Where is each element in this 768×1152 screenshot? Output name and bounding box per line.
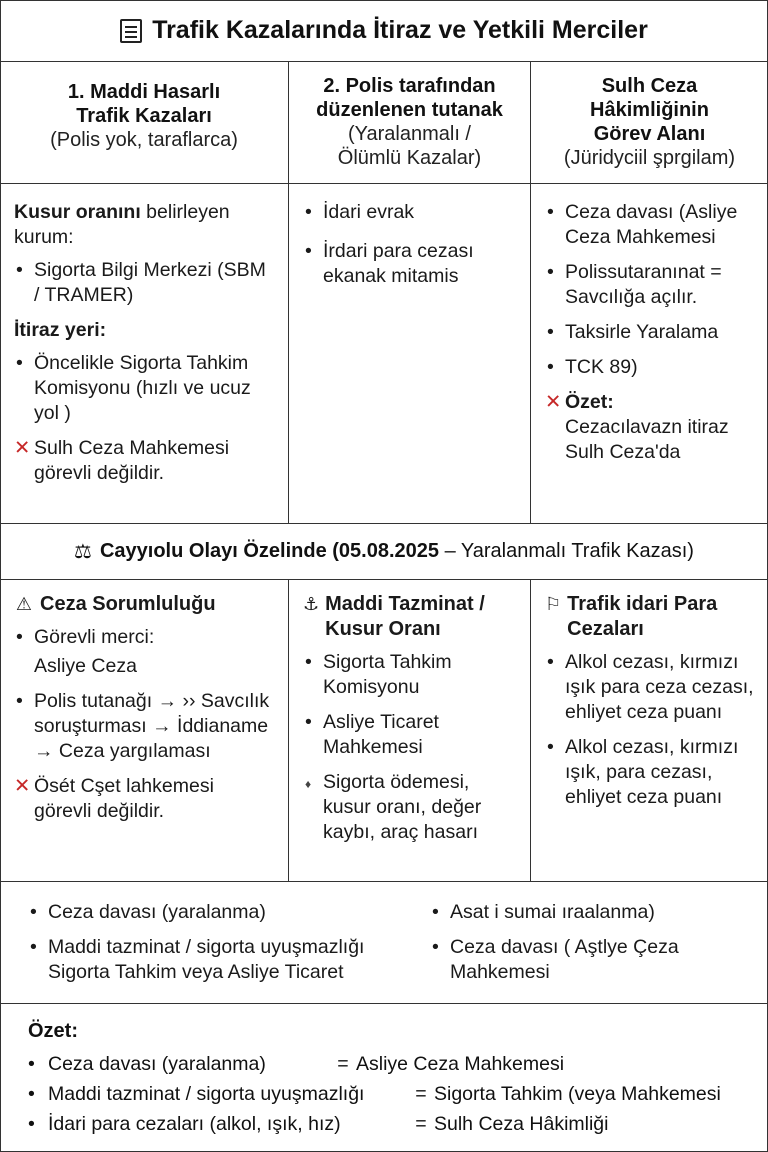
summary-row: • Maddi tazminat / sigorta uyuşmazlığı = Sigorta Tahkim (veya Mahkemesi xyxy=(28,1079,758,1109)
warning-icon: ⚠ xyxy=(15,594,33,614)
col1-label-bold: Kusur oranını xyxy=(14,201,141,223)
list-item: • Polis tutanağı → ›› Savcılık soruşturması → İddianame → Ceza yargılaması xyxy=(14,689,274,764)
summary-key: Maddi tazminat / sigorta uyuşmazlığı xyxy=(48,1083,365,1105)
col1-label-rest: belirleyen kurum: xyxy=(14,201,230,248)
list-item: • İrdari para cezası ekanak mitamis xyxy=(303,239,516,289)
body-col-2 xyxy=(289,184,531,523)
s2-col3-heading-text: Trafik idari Para Cezaları xyxy=(567,593,718,640)
list-item: • İdari evrak xyxy=(303,200,516,225)
list-item: • Maddi tazminat / sigorta uyuşmazlığı Sigorta Tahkim veya Asliye Ticaret xyxy=(28,935,428,985)
scales-icon: ⚖ xyxy=(74,541,92,563)
body-col-1 xyxy=(0,184,289,523)
col1-label-2: İtiraz yeri: xyxy=(14,319,107,341)
page-title xyxy=(0,0,768,62)
list-item: • Ceza davası (Asliye Ceza Mahkemesi xyxy=(545,200,754,250)
section-2-title-bold: Cayyıolu Olayı Özelinde (05.08.2025 xyxy=(99,540,440,562)
summary-title: Özet: xyxy=(28,1020,78,1042)
summary-block xyxy=(28,1020,758,1139)
header-col-3 xyxy=(531,62,768,183)
summary-value: Sulh Ceza Hâkimliği xyxy=(434,1113,609,1135)
col3-summary xyxy=(545,390,754,465)
header-col-2 xyxy=(289,62,531,183)
header-3-sub: (Jüridyciil şprgilam) xyxy=(563,147,736,169)
list-item: • Polissutaranınat = Savcılığa açılır. xyxy=(545,260,754,310)
list-item: • Asat i sumai ıraalanma) xyxy=(430,900,760,925)
header-2-title: 2. Polis tarafından düzenlenen tutanak xyxy=(316,75,503,121)
list-item: • TCK 89) xyxy=(545,355,754,380)
header-3-title: Sulh Ceza Hâkimliğinin Görev Alanı xyxy=(590,75,709,145)
s2-col1-value: Asliye Ceza xyxy=(34,655,137,677)
list-item: • Ceza davası ( Aştlye Çeza Mahkemesi xyxy=(430,935,760,985)
s2-col2-heading xyxy=(303,592,516,642)
list-item: • Alkol cezası, kırmızı ışık, para cezası, ehliyet ceza puanı xyxy=(545,735,754,810)
traffic-icon: ⚐ xyxy=(545,594,562,614)
s2-col1-heading xyxy=(14,592,274,617)
s2-col-3 xyxy=(531,580,768,881)
s2-col1-note-text: Ösét Cşet lahkemesi görevli değildir. xyxy=(34,775,214,822)
list-item: • Alkol cezası, kırmızı ışık para ceza cezası, ehliyet ceza puanı xyxy=(545,650,754,725)
list-item: ♦ Sigorta ödemesi, kusur oranı, değer kaybı, araç hasarı xyxy=(303,770,516,845)
header-col-1 xyxy=(0,62,289,183)
s2-col-1 xyxy=(0,580,289,881)
page-title-text: Trafik Kazalarında İtiraz ve Yetkili Merciler xyxy=(152,16,648,44)
summary-row: • Ceza davası (yaralanma) = Asliye Ceza Mahkemesi xyxy=(28,1049,758,1079)
summary-value: Asliye Ceza Mahkemesi xyxy=(356,1053,565,1075)
list-item: • Taksirle Yaralama xyxy=(545,320,754,345)
summary-value: Sigorta Tahkim (veya Mahkemesi xyxy=(434,1083,721,1105)
s2-col1-note xyxy=(14,774,274,824)
top-table-header xyxy=(0,62,768,184)
cross-icon: ✕ xyxy=(14,775,31,797)
s2-col2-heading-text: Maddi Tazminat / Kusur Oranı xyxy=(325,593,485,640)
document-icon xyxy=(120,19,142,43)
summary-row: • İdari para cezaları (alkol, ışık, hız) = Sulh Ceza Hâkimliği xyxy=(28,1109,758,1139)
section-2-title-rest: – Yaralanmalı Trafik Kazası) xyxy=(439,540,694,562)
col3-summary-label: Özet: xyxy=(565,391,614,413)
list-item: • Öncelikle Sigorta Tahkim Komisyonu (hızlı ve ucuz yol ) xyxy=(14,351,274,426)
s2-col1-heading-text: Ceza Sorumluluğu xyxy=(40,593,216,615)
body-col-3 xyxy=(531,184,768,523)
section-2-title xyxy=(0,524,768,580)
list-item: • Sigorta Bilgi Merkezi (SBM / TRAMER) xyxy=(14,258,274,308)
section-2-body xyxy=(0,580,768,882)
list-item: • Görevli merci: xyxy=(14,625,274,650)
summary-key: Ceza davası (yaralanma) xyxy=(48,1053,266,1075)
bottom-bullets-right xyxy=(430,900,760,995)
header-1-title: 1. Maddi Hasarlı Trafik Kazaları xyxy=(67,81,221,127)
col1-note-text: Sulh Ceza Mahkemesi görevli değildir. xyxy=(34,437,230,484)
s2-col3-heading xyxy=(545,592,754,642)
col3-summary-text: Cezacılavazn itiraz Sulh Ceza'da xyxy=(565,416,729,463)
list-item: • Asliye Ticaret Mahkemesi xyxy=(303,710,516,760)
cross-icon: ✕ xyxy=(14,437,31,459)
header-2-sub: (Yaralanmalı / Ölümlü Kazalar) xyxy=(337,123,482,169)
list-item: • Ceza davası (yaralanma) xyxy=(28,900,428,925)
col1-label-1 xyxy=(14,200,274,250)
col1-note xyxy=(14,436,274,486)
list-item: • Sigorta Tahkim Komisyonu xyxy=(303,650,516,700)
header-1-sub: (Polis yok, taraflarca) xyxy=(50,129,238,151)
anchor-icon: ⚓ xyxy=(303,594,320,614)
bottom-bullets-left xyxy=(28,900,428,995)
s2-col-2 xyxy=(289,580,531,881)
top-table-body xyxy=(0,184,768,524)
summary-key: İdari para cezaları (alkol, ışık, hız) xyxy=(48,1113,341,1135)
cross-icon: ✕ xyxy=(545,391,562,413)
bottom-bullets xyxy=(0,882,768,1004)
